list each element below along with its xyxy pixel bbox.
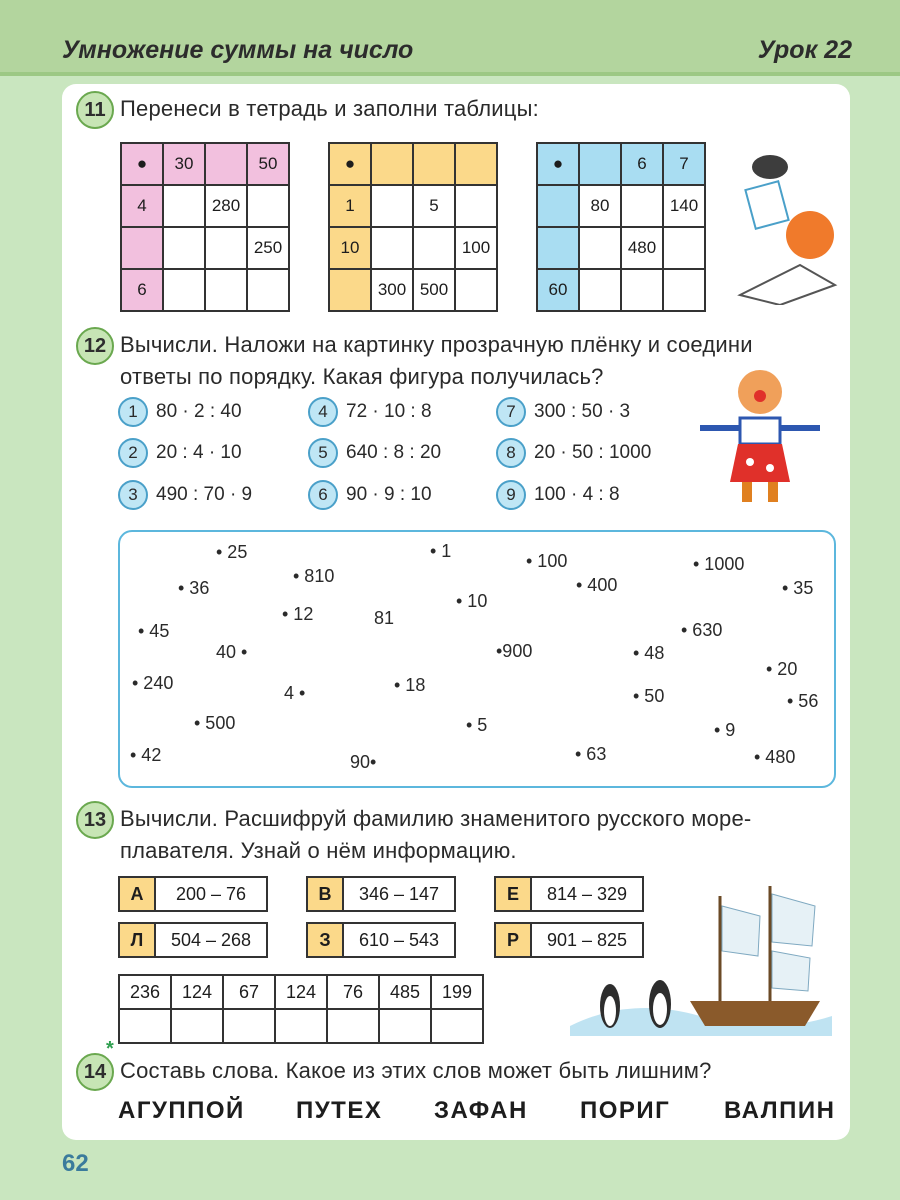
cipher-letter: А: [120, 878, 156, 910]
cell: 100: [455, 227, 497, 269]
cell: [371, 143, 413, 185]
cell: [579, 143, 621, 185]
cell: [537, 227, 579, 269]
cell: ●: [329, 143, 371, 185]
cell: 250: [247, 227, 289, 269]
dot-label: • 56: [787, 691, 819, 711]
dot-label: 81: [374, 608, 395, 628]
dot-label: • 1000: [693, 554, 745, 574]
cell: 60: [537, 269, 579, 311]
cell: [247, 185, 289, 227]
cell: 10: [329, 227, 371, 269]
cell: 6: [121, 269, 163, 311]
cell: [205, 227, 247, 269]
cell: [413, 227, 455, 269]
answer-table: [118, 974, 484, 1044]
expression-4: [308, 397, 432, 427]
dot-label: • 36: [178, 578, 210, 598]
expression-9: [496, 480, 620, 510]
cell: [205, 269, 247, 311]
answer-number: 124: [275, 975, 327, 1009]
dot-label: • 630: [681, 620, 723, 640]
expr-number: 5: [308, 438, 338, 468]
dot-label: • 5: [466, 715, 488, 735]
cell: 5: [413, 185, 455, 227]
cell: 30: [163, 143, 205, 185]
cell: [371, 185, 413, 227]
cell: [205, 143, 247, 185]
cell: [413, 143, 455, 185]
task-number-13: 13: [76, 801, 114, 839]
task12-text-line2: ответы по порядку. Какая фигура получилась?: [120, 364, 604, 389]
dot-label: • 18: [394, 675, 426, 695]
cell: [163, 185, 205, 227]
cell: [579, 227, 621, 269]
table-2: [328, 142, 498, 312]
cell: [621, 185, 663, 227]
cipher-expression: 200 – 76: [175, 884, 247, 904]
dot-label: • 20: [766, 659, 798, 679]
task-number-11: 11: [76, 91, 114, 129]
dot-label: • 810: [293, 566, 335, 586]
dot-label: 4 •: [284, 683, 306, 703]
cipher-letter: В: [308, 878, 344, 910]
cell: ●: [121, 143, 163, 185]
cell: [163, 269, 205, 311]
answer-number: 199: [431, 975, 483, 1009]
chapter-title: Умножение суммы на число: [62, 36, 414, 64]
cipher-letter: Р: [496, 924, 532, 956]
dot-label: • 50: [633, 686, 665, 706]
cell: [247, 269, 289, 311]
cipher-expression: 610 – 543: [358, 930, 440, 950]
expr-text: 20 : 4 · 10: [156, 442, 242, 464]
expr-text: 20 · 50 : 1000: [534, 442, 652, 464]
header-divider: [0, 72, 900, 76]
expr-number: 1: [118, 397, 148, 427]
page-number: 62: [62, 1150, 89, 1177]
answer-number: 236: [119, 975, 171, 1009]
cell: 6: [621, 143, 663, 185]
word-5: ВАЛПИН: [724, 1097, 836, 1124]
task-number-14: 14: [76, 1053, 114, 1091]
ship-illustration: [570, 876, 832, 1036]
cell: 1: [329, 185, 371, 227]
cipher-expression: 901 – 825: [546, 930, 628, 950]
cell: [163, 227, 205, 269]
dot-label: • 9: [714, 720, 736, 740]
expression-2: [118, 438, 242, 468]
asterisk-icon: *: [106, 1038, 114, 1060]
answer-letter-cell: [379, 1009, 431, 1043]
dot-label: • 500: [194, 713, 236, 733]
cell: [663, 269, 705, 311]
cell: 280: [205, 185, 247, 227]
expr-text: 640 : 8 : 20: [346, 442, 442, 464]
dot-label: • 400: [576, 575, 618, 595]
answer-letter-cell: [275, 1009, 327, 1043]
expression-6: [308, 480, 432, 510]
cell: 4: [121, 185, 163, 227]
cell: 80: [579, 185, 621, 227]
cipher-expression: 814 – 329: [546, 884, 628, 904]
expr-text: 100 · 4 : 8: [534, 484, 620, 506]
expr-number: 4: [308, 397, 338, 427]
cipher-expression: 504 – 268: [170, 930, 252, 950]
dot-label: • 45: [138, 621, 170, 641]
answer-number: 76: [327, 975, 379, 1009]
expression-8: [496, 438, 651, 468]
lesson-number: Урок 22: [757, 36, 852, 64]
dot-label: • 10: [456, 591, 488, 611]
cell: 7: [663, 143, 705, 185]
answer-number: 485: [379, 975, 431, 1009]
task11-text: Перенеси в тетрадь и заполни таблицы:: [120, 96, 539, 121]
dot-label: •900: [496, 641, 533, 661]
expression-3: [118, 480, 252, 510]
task-number-12: 12: [76, 327, 114, 365]
expression-5: [308, 438, 441, 468]
word-1: АГУППОЙ: [118, 1097, 245, 1124]
cell: [455, 143, 497, 185]
expr-number: 6: [308, 480, 338, 510]
dot-label: • 12: [282, 604, 314, 624]
task12-text-line1: Вычисли. Наложи на картинку прозрачную плёнку и соедини: [120, 332, 753, 357]
cell: [121, 227, 163, 269]
cell: [455, 269, 497, 311]
expression-7: [496, 397, 630, 427]
expr-text: 90 · 9 : 10: [346, 484, 432, 506]
cell: [621, 269, 663, 311]
answer-letter-cell: [327, 1009, 379, 1043]
cell: [579, 269, 621, 311]
cell: 140: [663, 185, 705, 227]
cipher-letter: З: [308, 924, 344, 956]
table-1: [120, 142, 290, 312]
dot-label: 40 •: [216, 642, 248, 662]
cell: [455, 185, 497, 227]
dot-label: 90•: [350, 752, 377, 772]
word-4: ПОРИГ: [580, 1097, 671, 1124]
cell: 300: [371, 269, 413, 311]
cell: 50: [247, 143, 289, 185]
cell: [663, 227, 705, 269]
answer-letter-cell: [431, 1009, 483, 1043]
cell: [329, 269, 371, 311]
dot-label: • 48: [633, 643, 665, 663]
expr-text: 80 · 2 : 40: [156, 401, 242, 423]
dot-label: • 100: [526, 551, 568, 571]
answer-number: 67: [223, 975, 275, 1009]
dot-label: • 42: [130, 745, 162, 765]
task13-text-line2: плавателя. Узнай о нём информацию.: [120, 838, 517, 863]
cipher-z: [306, 922, 456, 958]
dot-label: • 480: [754, 747, 796, 767]
expr-number: 9: [496, 480, 526, 510]
cipher-v: [306, 876, 456, 912]
cell: [371, 227, 413, 269]
expr-text: 72 · 10 : 8: [346, 401, 432, 423]
answer-letter-cell: [171, 1009, 223, 1043]
dot-label: • 35: [782, 578, 814, 598]
expr-text: 490 : 70 · 9: [156, 484, 253, 506]
answer-letter-cell: [223, 1009, 275, 1043]
expr-number: 8: [496, 438, 526, 468]
cell: 480: [621, 227, 663, 269]
expr-number: 3: [118, 480, 148, 510]
expression-1: [118, 397, 242, 427]
cell: 500: [413, 269, 455, 311]
cipher-letter: Е: [496, 878, 532, 910]
dot-label: • 240: [132, 673, 174, 693]
dot-label: • 1: [430, 541, 452, 561]
cipher-a: [118, 876, 268, 912]
table-3: [536, 142, 706, 312]
cipher-letter: Л: [120, 924, 156, 956]
task13-text-line1: Вычисли. Расшифруй фамилию знаменитого русского море-: [120, 806, 752, 831]
answer-number: 124: [171, 975, 223, 1009]
word-2: ПУТЕХ: [296, 1097, 383, 1124]
dot-label: • 63: [575, 744, 607, 764]
clown-illustration: [690, 362, 830, 512]
expr-number: 7: [496, 397, 526, 427]
dot-label: • 25: [216, 542, 248, 562]
word-3: ЗАФАН: [434, 1097, 528, 1124]
cell: ●: [537, 143, 579, 185]
task14-text: Составь слова. Какое из этих слов может быть лишним?: [120, 1058, 712, 1083]
cipher-expression: 346 – 147: [358, 884, 440, 904]
cipher-l: [118, 922, 268, 958]
cat-illustration: [730, 145, 840, 305]
expr-number: 2: [118, 438, 148, 468]
answer-letter-cell: [119, 1009, 171, 1043]
cell: [537, 185, 579, 227]
expr-text: 300 : 50 · 3: [534, 401, 631, 423]
